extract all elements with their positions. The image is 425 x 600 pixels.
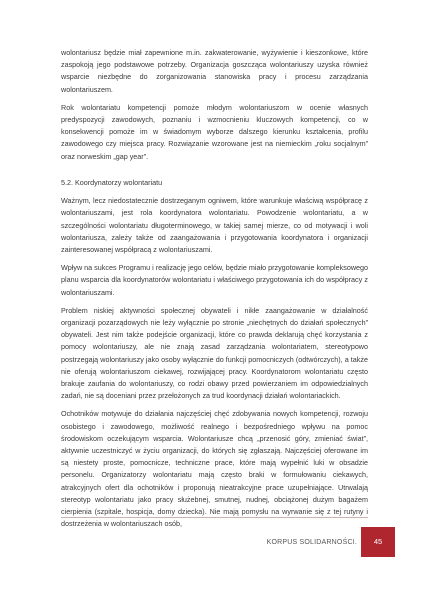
section-text-block [61,177,368,536]
section-heading: 5.2. Koordynatorzy wolontariatu [61,178,163,187]
paragraph: Rok wolontariatu kompetencji pomoże młodym wolontariuszom w ocenie własnych predyspozycji zawodowych, poznaniu i wzmocnieniu kluczowych kompetencji, co w konsekwencji pomoże im w świadomym wyborze dalszego kierunku kształcenia, profilu zawodowego czy miejsca pracy. Rozwiązanie wzorowane jest na niemieckim „roku socjalnym” oraz norweskim „gap year”. [61,102,368,161]
page-number-badge: 45 [361,527,395,557]
paragraph: Ważnym, lecz niedostatecznie dostrzeganym ogniwem, które warunkuje właściwą współpracę z wolontariuszami, jest rola koordynatora wolontariatu. Powodzenie wolontariatu, a w szczególności wolontariatu długoterminowego, w takiej samej mierze, co od motywacji i woli wolontariusza, zależy także od zaangażowania i przygotowania koordynatora i organizacji zainteresowanej współpracą z wolontariuszami. [61,196,368,255]
paragraph: Problem niskiej aktywności społecznej obywateli i nikłe zaangażowanie w działalność organizacji pozarządowych nie leży wyłącznie po stronie „niechętnych do działań społecznych” obywateli. Jest nim także podejście organizacji, które co prawda deklarują chęć korzystania z pomocy wolontariuszy, ale nie znają zasad zarządzania wolontariatem, stereotypowo postrzegają wolontariuszy jako osoby wyłącznie do funkcji pomocniczych (odtwórczych), a także nie oferują wolontariuszom ciekawej, rozwijającej pracy. Koordynatorom wolontariatu często brakuje zaufania do wolontariuszy, co rodzi obawy przed powierzaniem im odpowiedzialnych zadań, nie są doceniani przez przełożonych za trud koordynacji działań wolontariackich. [61,305,368,401]
paragraph: wolontariusz będzie miał zapewnione m.in. zakwaterowanie, wyżywienie i kieszonkowe, które zaspokoją jego podstawowe potrzeby. Organizacja goszcząca wolontariuszy uzyska również wsparcie niezbędne do zorganizowania stanowiska pracy i procesu zarządzania wolontariuszem. [61,48,368,94]
intro-text-block [61,47,368,169]
page-footer [0,536,425,550]
paragraph: Ochotników motywuje do działania najczęściej chęć zdobywania nowych kompetencji, rozwoju osobistego i zawodowego, możliwość realnego i bezpośredniego wpływu na pomoc środowiskom oczekującym wsparcia. Wolontariusze chcą „przenosić góry, zmieniać świat”, aktywnie uczestniczyć w życiu organizacji, do których się zgłaszają. Najczęściej oferowane im są niestety proste, pomocnicze, techniczne prace, które mają wypełnić luki w obsadzie personelu. Organizatorzy wolontariatu mają często braki w formułowaniu ciekawych, atrakcyjnych ofert dla ochotników i proponują nieatrakcyjne prace uzupełniające. Utrwalają stereotyp wolontariatu jako pracy służebnej, smutnej, nudnej, obciążonej dużym bagażem cierpienia (szpitale, hospicja, domy dziecka). Nie mają pomysłu na wyrwanie się z tej rutyny i dostrzeżenia w wolontariuszach osób, [61,409,368,529]
footer-label: KORPUS SOLIDARNOŚCI. [266,539,357,546]
footer-divider [61,517,368,518]
paragraph: Wpływ na sukces Programu i realizację jego celów, będzie miało przygotowanie kompleksowego planu wsparcia dla koordynatorów wolontariatu i właściwego przygotowania ich do współpracy z wolontariuszami. [61,263,368,297]
